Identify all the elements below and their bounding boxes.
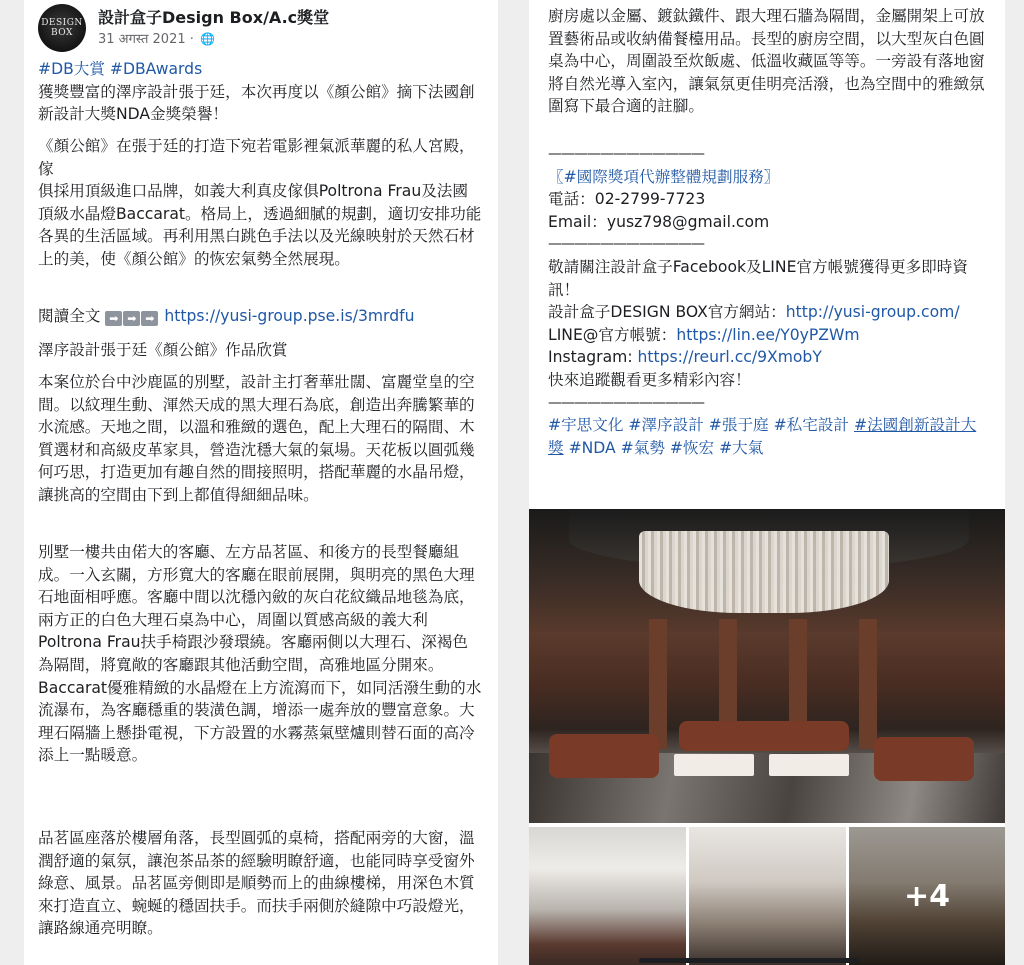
website-link[interactable]: http://yusi-group.com/ <box>785 303 960 322</box>
section-title: 澤序設計張于廷《顏公館》作品欣賞 <box>38 341 288 359</box>
contact-block <box>548 143 988 459</box>
divider-1: ———————————— <box>548 146 704 162</box>
arrow-right-icon: ➡ <box>123 311 140 326</box>
website-row <box>548 301 988 324</box>
post-body-part-2 <box>38 135 482 271</box>
post-body-part-1 <box>38 58 482 126</box>
photo-table <box>769 754 849 776</box>
meta-separator: · <box>189 32 194 47</box>
page-name[interactable]: 設計盒子Design Box/A.c獎堂 <box>98 8 330 27</box>
hashtags-top[interactable]: #DB大賞 #DBAwards <box>38 60 203 78</box>
follow-more: 快來追蹤觀看更多精彩內容！ <box>548 370 751 389</box>
email-line: Email：yusz798@gmail.com <box>548 212 770 231</box>
hashtags-group-1[interactable]: #宇思文化 #澤序設計 #張于庭 #私宅設計 <box>548 416 854 435</box>
service-tag[interactable]: 〖#國際獎項代辦整體規劃服務〗 <box>548 167 780 186</box>
read-more-link[interactable]: https://yusi-group.pse.is/3mrdfu <box>164 307 415 325</box>
kitchen-paragraph: 廚房處以金屬、鍍鈦鐵件、跟大理石牆為隔間，金屬開架上可放置藝術品或收納備餐檯用品。長型的廚房空間，以大型灰白色圓桌為中心，周圍設至炊飯處、低溫收藏區等等。一旁設有落地窗將自然光導入室內，讓氣氛更佳明亮活潑，也為空間中的雅緻氛圍寫下最合適的註腳。 <box>548 7 985 116</box>
line-label: LINE@官方帳號： <box>548 325 677 344</box>
post-photo-thumb-1[interactable] <box>529 827 686 965</box>
paragraph-1b: 俱採用頂級進口品牌，如義大利真皮傢俱Poltrona Frau及法國頂級水晶燈Baccarat。格局上，透過細膩的規劃，適切安排功能各異的生活區域。再利用黑白跳色手法以及光線映射於天然石材上的美，使《顏公館》的恢宏氣勢全然展現。 <box>38 182 482 268</box>
website-label: 設計盒子DESIGN BOX官方網站： <box>548 303 786 322</box>
photo-sofa <box>679 721 849 751</box>
divider-3: ———————————— <box>548 394 704 411</box>
instagram-row <box>548 346 988 369</box>
hashtags-group-2[interactable]: #NDA #氣勢 #恢宏 #大氣 <box>563 438 764 457</box>
paragraph-3: 別墅一樓共由偌大的客廳、左方品茗區、和後方的長型餐廳組成。一入玄關，方形寬大的客廳在眼前展開，與明亮的黑色大理石地面相呼應。客廳中間以沈穩內斂的灰白花紋織品地毯為底，兩方正的白色大理石桌為中心，周圍以質感高級的義大利Poltrona Frau扶手椅跟沙發環繞。客廳兩側以大理石、深褐色為隔間，將寬敞的客廳跟其他活動空間，高雅地區分開來。Baccarat優雅精緻的水晶燈在上方流瀉而下，如同活潑生動的水流瀑布，為客廳穩重的裝潢色調，增添一處奔放的豐富意象。大理石隔牆上懸掛電視，下方設置的水霧蒸氣壁爐則替石面的高冷添上一點暖意。 <box>38 543 482 765</box>
paragraph-4: 品茗區座落於樓層角落，長型圓弧的桌椅，搭配兩旁的大窗，溫潤舒適的氣氛，讓泡茶品茶的經驗明瞭舒適，也能同時享受窗外綠意、風景。品茗區旁側即是順勢而上的曲線樓梯，用深色木質來打造直立、蜿蜒的穩固扶手。而扶手兩側於縫隙中巧設燈光，讓路線通亮明瞭。 <box>38 829 475 938</box>
paragraph-1: 《顏公館》在張于廷的打造下宛若電影裡氣派華麗的私人宮殿，傢 <box>38 137 475 178</box>
scroll-handle[interactable] <box>639 958 859 963</box>
read-more-row <box>38 305 482 328</box>
paragraph-4-block <box>38 827 482 940</box>
post-photo-thumb-3[interactable] <box>849 827 1005 965</box>
instagram-link[interactable]: https://reurl.cc/9XmobY <box>637 348 822 367</box>
phone-line: 電話：02-2799-7723 <box>548 190 706 209</box>
divider-2: ———————————— <box>548 236 704 253</box>
hashtag-award[interactable]: #法國創新設計大獎 <box>548 416 977 457</box>
avatar-text-top: DESIGN <box>41 18 83 28</box>
globe-icon: 🌐 <box>200 32 215 46</box>
photo-sofa <box>549 734 659 778</box>
section-title-row <box>38 339 482 362</box>
photo-wall-panel <box>859 619 877 749</box>
post-date[interactable]: 31 अगस्त 2021 <box>98 32 186 47</box>
photo-chandelier <box>639 531 889 613</box>
post-meta <box>98 29 215 47</box>
avatar-text-bottom: BOX <box>51 28 73 38</box>
kitchen-paragraph-block <box>548 5 988 118</box>
photo-wall-panel <box>649 619 667 749</box>
post-panel-left <box>24 0 498 965</box>
paragraph-2-block <box>38 371 482 507</box>
avatar[interactable] <box>38 4 86 52</box>
line-link[interactable]: https://lin.ee/Y0yPZWm <box>676 325 860 344</box>
photo-table <box>674 754 754 776</box>
line-row <box>548 324 988 347</box>
follow-text: 敬請關注設計盒子Facebook及LINE官方帳號獲得更多即時資訊！ <box>548 257 968 299</box>
paragraph-2: 本案位於台中沙鹿區的別墅，設計主打奢華壯闊、富麗堂皇的空間。以紋理生動、渾然天成的黑大理石為底，創造出奔騰繁華的水流感。天地之間，以溫和雅緻的選色，配上大理石的隔間、木質選材和高級皮革家具，營造沈穩大氣的氣場。天花板以圓弧幾何巧思，打造更加有趣自然的間接照明，搭配華麗的水晶吊燈，讓挑高的空間由下到上都值得細細品味。 <box>38 373 475 504</box>
post-photo-thumb-2[interactable] <box>689 827 846 965</box>
intro-text: 獲獎豐富的澤序設計張于廷，本次再度以《顏公館》摘下法國創新設計大獎NDA金獎榮譽！ <box>38 82 475 124</box>
more-photos-count[interactable]: +4 <box>904 879 951 914</box>
hashtags-bottom <box>548 414 988 459</box>
read-more-label: 閱讀全文 <box>38 307 101 325</box>
arrow-right-icon: ➡ <box>141 311 158 326</box>
post-header <box>38 4 478 52</box>
arrow-right-icon: ➡ <box>105 311 122 326</box>
instagram-label: Instagram: <box>548 348 638 367</box>
photo-sofa <box>874 737 974 781</box>
post-panel-right <box>529 0 1005 965</box>
paragraph-3-block <box>38 541 482 767</box>
post-photo-main[interactable] <box>529 509 1005 823</box>
